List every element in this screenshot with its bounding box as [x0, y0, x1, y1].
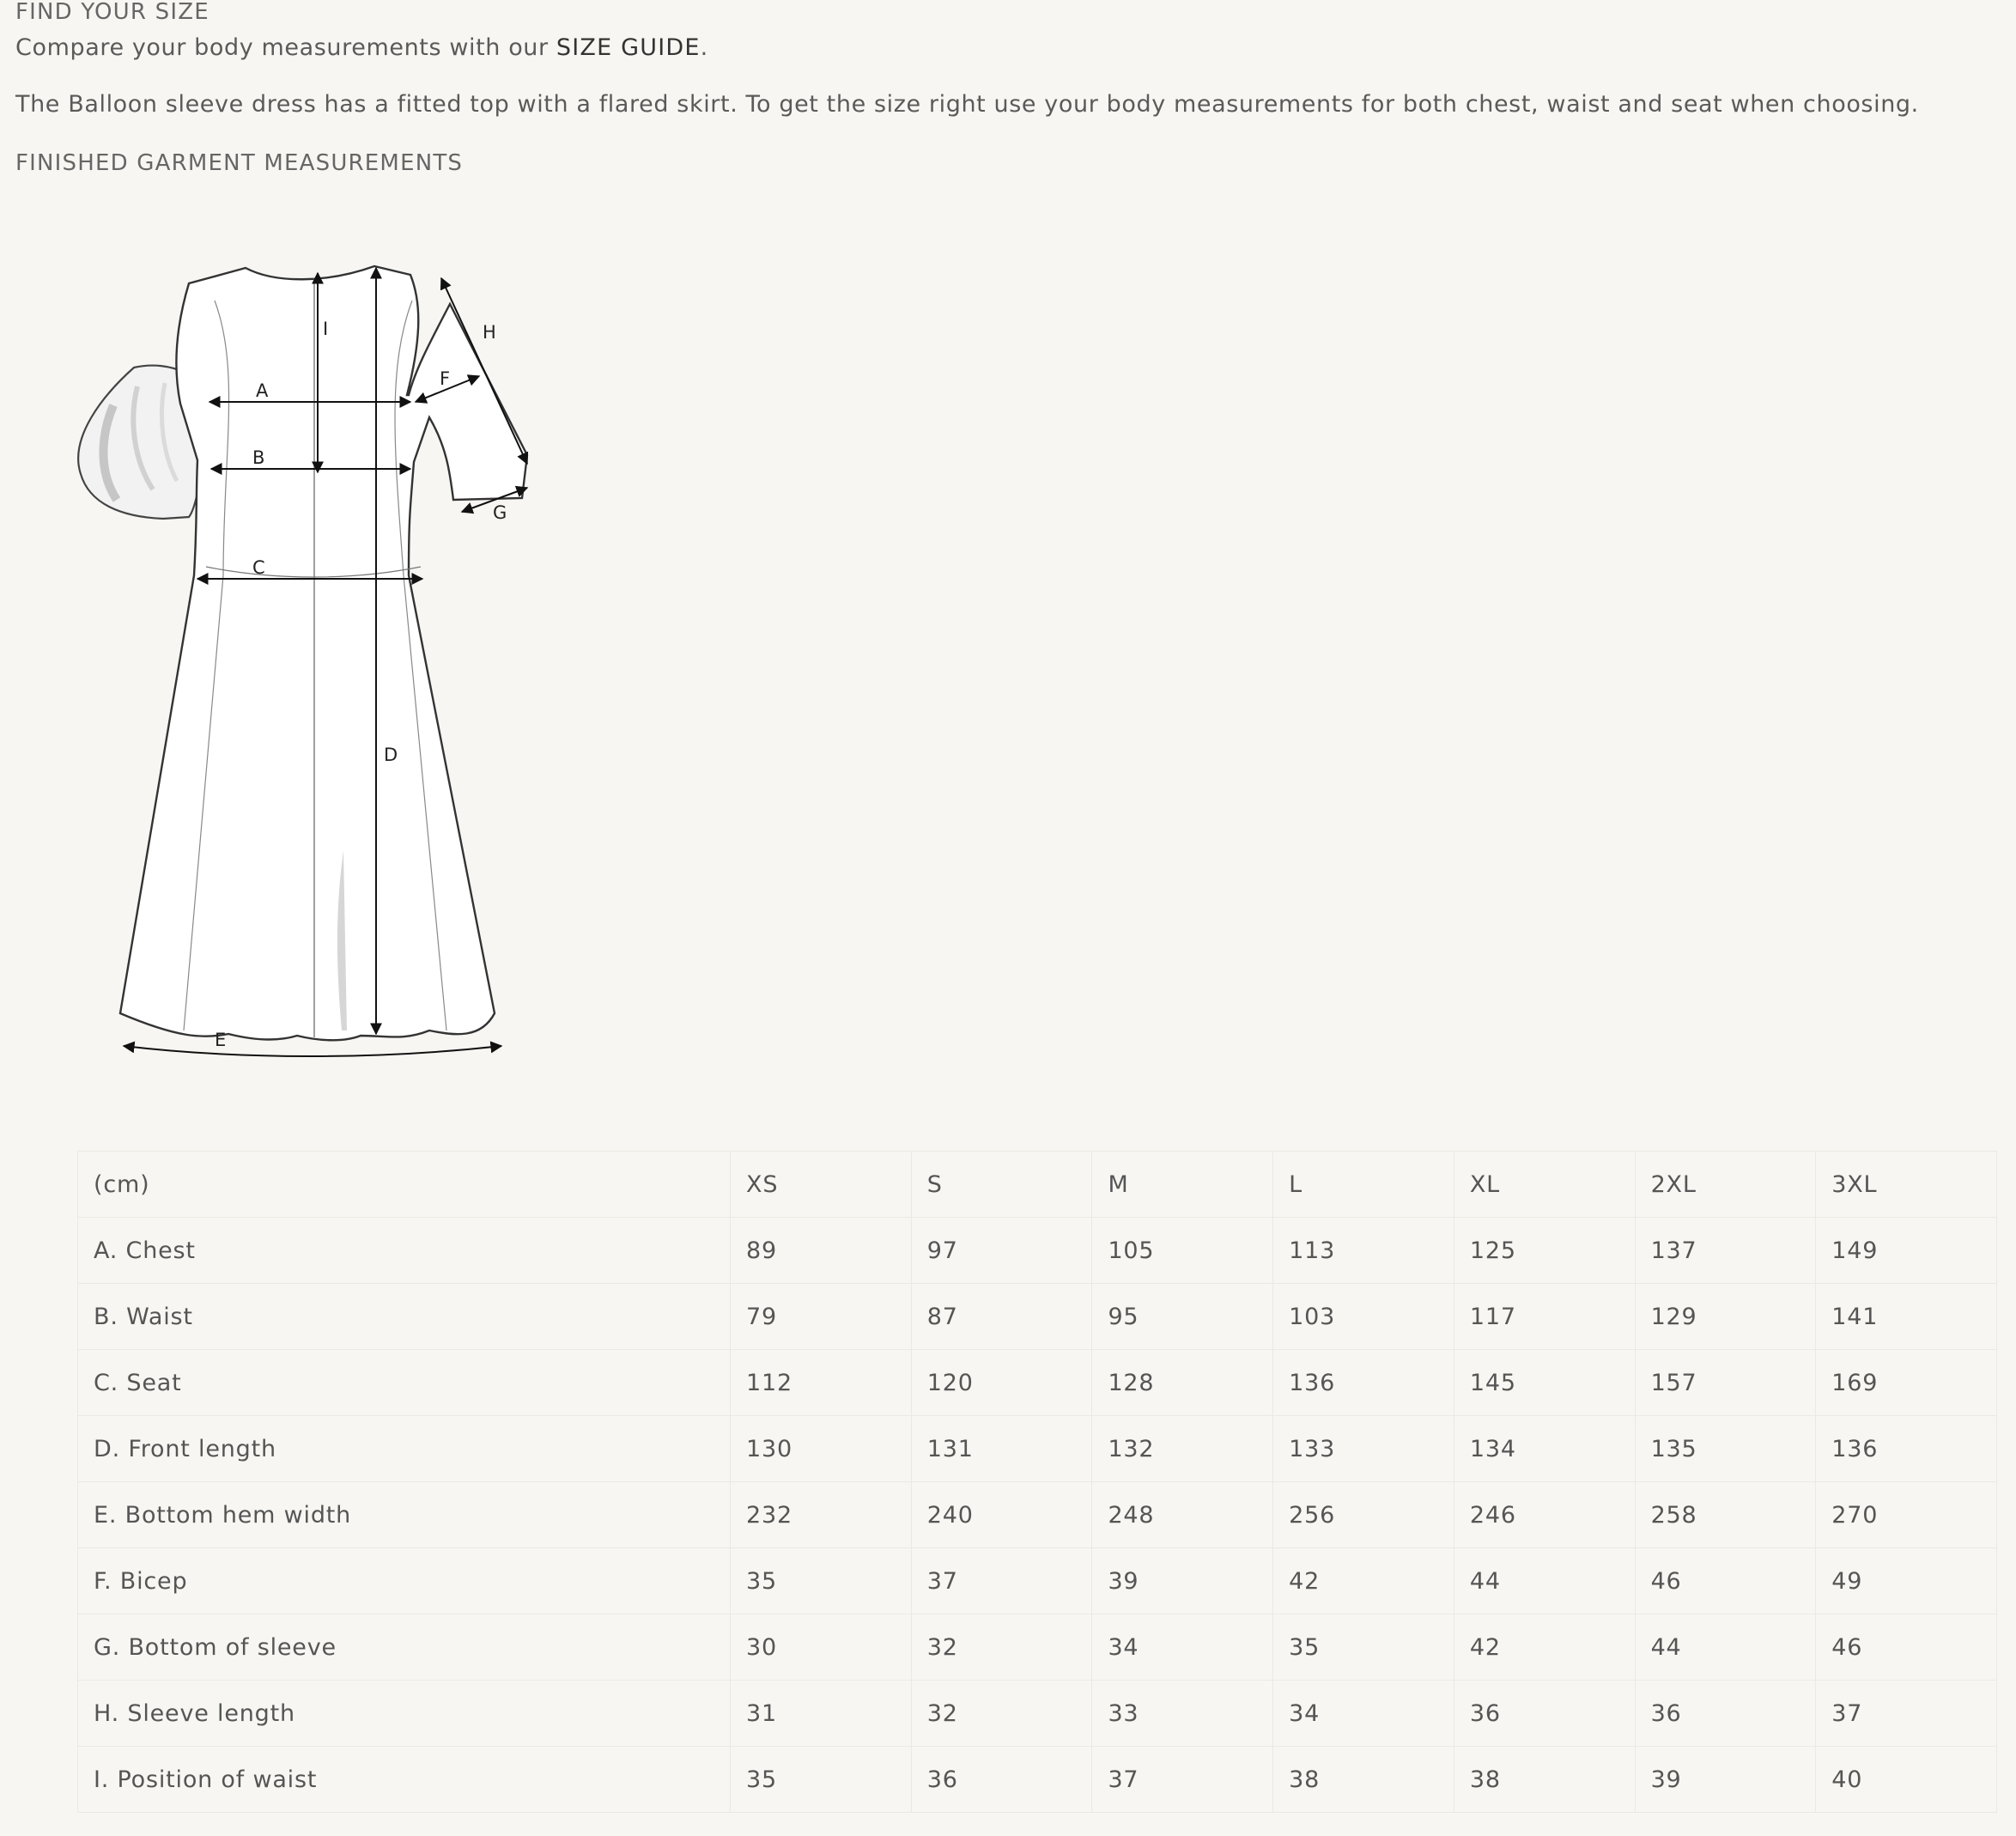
- table-header-row: [78, 1152, 1997, 1218]
- table-cell: 246: [1454, 1482, 1635, 1548]
- dress-description: The Balloon sleeve dress has a fitted top with a flared skirt. To get the size right use your body measurements for both chest, waist and seat when choosing.: [15, 91, 1919, 118]
- table-cell: 35: [1273, 1614, 1454, 1681]
- label-g: G: [493, 502, 507, 523]
- table-cell: 157: [1635, 1350, 1816, 1416]
- table-cell: 95: [1092, 1284, 1273, 1350]
- row-label: B. Waist: [78, 1284, 731, 1350]
- dress-illustration: [69, 249, 550, 1073]
- table-cell: 131: [911, 1416, 1092, 1482]
- table-cell: 258: [1635, 1482, 1816, 1548]
- label-f: F: [440, 368, 451, 389]
- table-cell: 149: [1816, 1218, 1997, 1284]
- compare-end: .: [700, 34, 708, 61]
- table-cell: 89: [731, 1218, 912, 1284]
- table-row: [78, 1614, 1997, 1681]
- table-cell: 134: [1454, 1416, 1635, 1482]
- table-cell: 87: [911, 1284, 1092, 1350]
- table-cell: 105: [1092, 1218, 1273, 1284]
- table-cell: 79: [731, 1284, 912, 1350]
- size-header: XS: [731, 1152, 912, 1218]
- table-cell: 120: [911, 1350, 1092, 1416]
- label-c: C: [252, 557, 265, 578]
- table-cell: 46: [1635, 1548, 1816, 1614]
- row-label: I. Position of waist: [78, 1747, 731, 1813]
- table-cell: 49: [1816, 1548, 1997, 1614]
- table-cell: 37: [1816, 1681, 1997, 1747]
- table-cell: 32: [911, 1681, 1092, 1747]
- table-cell: 34: [1273, 1681, 1454, 1747]
- table-cell: 35: [731, 1747, 912, 1813]
- table-cell: 33: [1092, 1681, 1273, 1747]
- compare-paragraph: [15, 33, 708, 64]
- label-a: A: [256, 380, 269, 401]
- table-cell: 136: [1273, 1350, 1454, 1416]
- table-cell: 141: [1816, 1284, 1997, 1350]
- find-your-size-heading: FIND YOUR SIZE: [15, 0, 209, 25]
- table-cell: 39: [1635, 1747, 1816, 1813]
- table-cell: 36: [1454, 1681, 1635, 1747]
- table-cell: 137: [1635, 1218, 1816, 1284]
- table-cell: 132: [1092, 1416, 1273, 1482]
- table-cell: 37: [911, 1548, 1092, 1614]
- table-cell: 125: [1454, 1218, 1635, 1284]
- table-cell: 112: [731, 1350, 912, 1416]
- size-header: L: [1273, 1152, 1454, 1218]
- table-cell: 39: [1092, 1548, 1273, 1614]
- table-cell: 42: [1273, 1548, 1454, 1614]
- label-b: B: [252, 447, 265, 468]
- table-cell: 103: [1273, 1284, 1454, 1350]
- table-row: [78, 1284, 1997, 1350]
- finished-garment-heading: FINISHED GARMENT MEASUREMENTS: [15, 150, 464, 176]
- measurement-table: [77, 1151, 1997, 1813]
- table-cell: 42: [1454, 1614, 1635, 1681]
- table-row: [78, 1548, 1997, 1614]
- table-cell: 113: [1273, 1218, 1454, 1284]
- table-cell: 270: [1816, 1482, 1997, 1548]
- table-cell: 40: [1816, 1747, 1997, 1813]
- table-cell: 44: [1635, 1614, 1816, 1681]
- table-cell: 129: [1635, 1284, 1816, 1350]
- table-cell: 44: [1454, 1548, 1635, 1614]
- row-label: C. Seat: [78, 1350, 731, 1416]
- table-cell: 135: [1635, 1416, 1816, 1482]
- table-row: [78, 1681, 1997, 1747]
- label-i: I: [323, 319, 329, 339]
- table-cell: 34: [1092, 1614, 1273, 1681]
- row-label: E. Bottom hem width: [78, 1482, 731, 1548]
- table-cell: 36: [911, 1747, 1092, 1813]
- table-cell: 117: [1454, 1284, 1635, 1350]
- size-header: 3XL: [1816, 1152, 1997, 1218]
- size-header: 2XL: [1635, 1152, 1816, 1218]
- table-cell: 128: [1092, 1350, 1273, 1416]
- row-label: H. Sleeve length: [78, 1681, 731, 1747]
- table-cell: 248: [1092, 1482, 1273, 1548]
- label-e: E: [215, 1030, 227, 1050]
- label-d: D: [384, 745, 398, 765]
- table-cell: 240: [911, 1482, 1092, 1548]
- table-cell: 133: [1273, 1416, 1454, 1482]
- dress-measurement-diagram: [69, 249, 550, 1073]
- table-cell: 30: [731, 1614, 912, 1681]
- size-header: XL: [1454, 1152, 1635, 1218]
- table-cell: 97: [911, 1218, 1092, 1284]
- table-cell: 36: [1635, 1681, 1816, 1747]
- table-row: [78, 1350, 1997, 1416]
- table-cell: 38: [1273, 1747, 1454, 1813]
- table-cell: 130: [731, 1416, 912, 1482]
- size-header: S: [911, 1152, 1092, 1218]
- row-label: D. Front length: [78, 1416, 731, 1482]
- table-cell: 256: [1273, 1482, 1454, 1548]
- unit-header: (cm): [78, 1152, 731, 1218]
- table-cell: 32: [911, 1614, 1092, 1681]
- row-label: F. Bicep: [78, 1548, 731, 1614]
- label-h: H: [483, 322, 496, 343]
- table-cell: 35: [731, 1548, 912, 1614]
- row-label: A. Chest: [78, 1218, 731, 1284]
- size-guide-link[interactable]: SIZE GUIDE: [556, 34, 701, 61]
- table-cell: 46: [1816, 1614, 1997, 1681]
- table-cell: 145: [1454, 1350, 1635, 1416]
- table-cell: 232: [731, 1482, 912, 1548]
- table-cell: 31: [731, 1681, 912, 1747]
- table-cell: 37: [1092, 1747, 1273, 1813]
- table-cell: 169: [1816, 1350, 1997, 1416]
- row-label: G. Bottom of sleeve: [78, 1614, 731, 1681]
- table-cell: 38: [1454, 1747, 1635, 1813]
- table-row: [78, 1416, 1997, 1482]
- table-row: [78, 1482, 1997, 1548]
- compare-text: Compare your body measurements with our: [15, 34, 556, 61]
- size-header: M: [1092, 1152, 1273, 1218]
- table-row: [78, 1747, 1997, 1813]
- table-cell: 136: [1816, 1416, 1997, 1482]
- table-row: [78, 1218, 1997, 1284]
